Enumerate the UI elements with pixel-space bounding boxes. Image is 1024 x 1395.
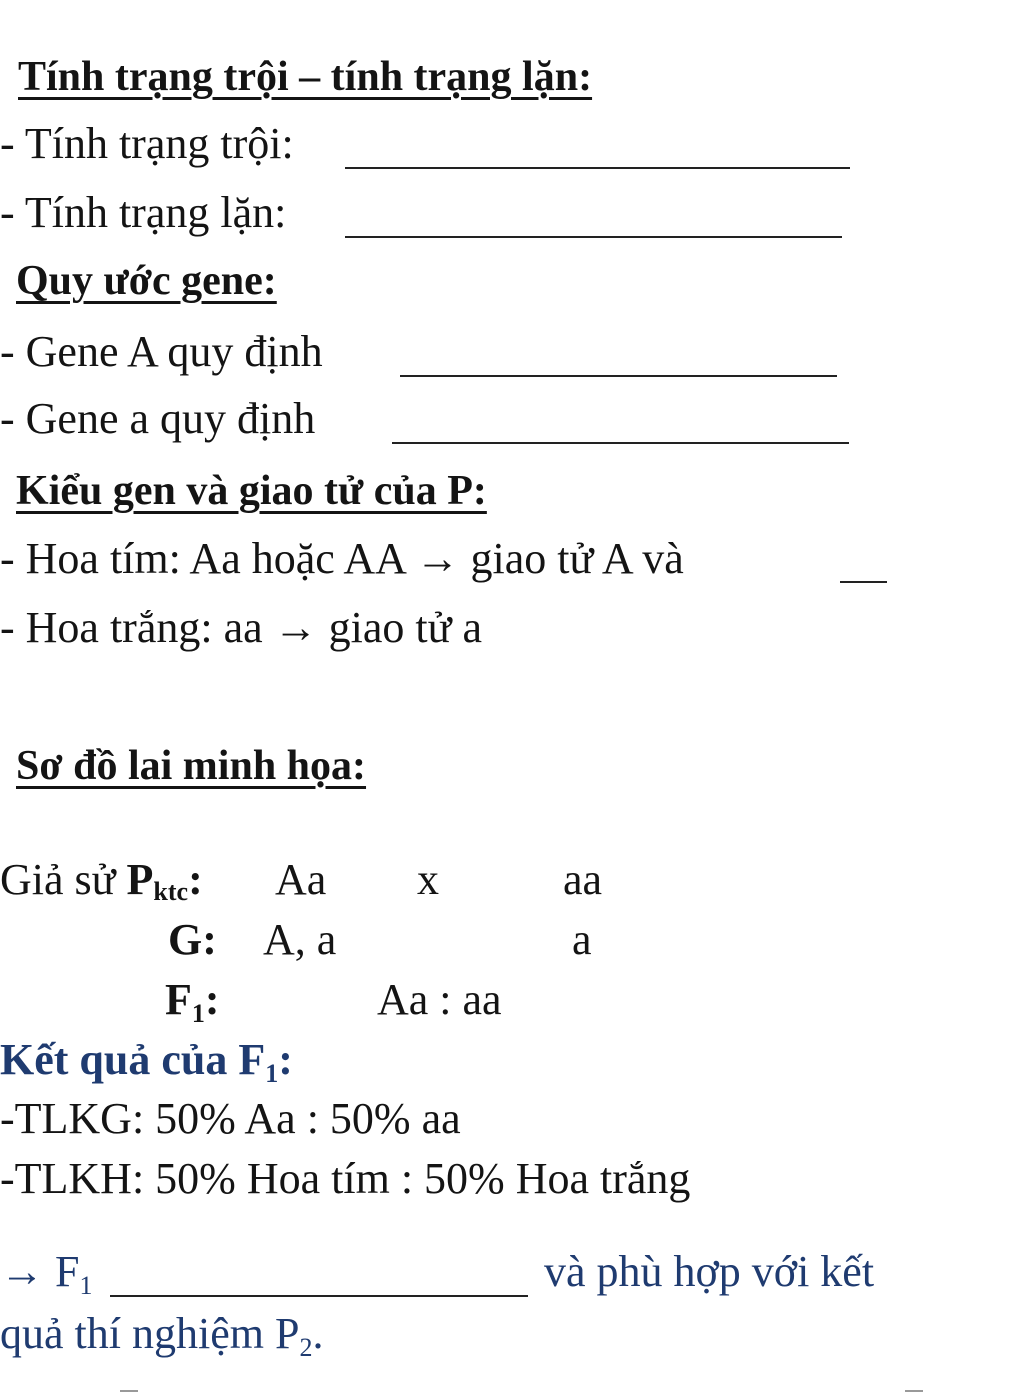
dominant-trait-blank[interactable]: [345, 167, 850, 169]
conclusion-tail: và phù hợp với kết: [544, 1247, 875, 1296]
g-parent-1: A, a: [263, 915, 337, 964]
gene-A-blank[interactable]: [400, 375, 837, 377]
f1-value: Aa : aa: [377, 975, 502, 1024]
dominance-heading: Tính trạng trội – tính trạng lặn:: [18, 54, 593, 100]
gene-convention-heading: Quy ước gene:: [16, 258, 277, 304]
f1-symbol: F: [165, 975, 192, 1024]
scan-artifact-left: [120, 1390, 138, 1392]
gene-a-label: - Gene a quy định: [0, 394, 316, 443]
p-colon: :: [188, 855, 203, 904]
p-cross-symbol: x: [417, 855, 439, 904]
f1-result-heading-sub: 1: [265, 1059, 279, 1088]
tlkg-line: -TLKG: 50% Aa : 50% aa: [0, 1094, 461, 1143]
genotype-gametes-heading: Kiểu gen và giao tử của P:: [16, 468, 487, 514]
p-parent-2: aa: [563, 855, 603, 904]
p-prefix: Giả sử: [0, 855, 127, 904]
purple-gamete-blank[interactable]: [840, 581, 887, 583]
p-subscript: ktc: [153, 877, 189, 906]
g-label: G:: [168, 915, 217, 964]
f1-result-heading-colon: :: [278, 1035, 293, 1084]
g-parent-2: a: [572, 915, 592, 964]
p-parent-1: Aa: [275, 855, 327, 904]
conclusion-line-2-sub: 2: [299, 1333, 313, 1362]
conclusion-arrow: → F: [0, 1247, 80, 1296]
gene-A-label: - Gene A quy định: [0, 327, 323, 376]
conclusion-blank[interactable]: [110, 1295, 528, 1297]
f1-colon: :: [204, 975, 220, 1024]
cross-diagram-heading: Sơ đồ lai minh họa:: [16, 743, 367, 789]
f1-result-heading: [0, 1035, 293, 1088]
conclusion-line-2-text: quả thí nghiệm P: [0, 1309, 300, 1358]
p-symbol: P: [126, 855, 154, 904]
white-flower-line: - Hoa trắng: aa → giao tử a: [0, 603, 483, 652]
recessive-trait-label: - Tính trạng lặn:: [0, 188, 287, 237]
purple-flower-line: - Hoa tím: Aa hoặc AA → giao tử A và: [0, 534, 684, 583]
f1-label: [165, 975, 220, 1028]
f1-subscript: 1: [191, 999, 205, 1028]
f1-result-heading-text: Kết quả của F: [0, 1035, 266, 1084]
gene-a-blank[interactable]: [392, 442, 849, 444]
recessive-trait-blank[interactable]: [345, 236, 842, 238]
conclusion-line-2: [0, 1309, 324, 1362]
dominant-trait-label: - Tính trạng trội:: [0, 119, 294, 168]
conclusion-start: [0, 1247, 93, 1300]
tlkh-line: -TLKH: 50% Hoa tím : 50% Hoa trắng: [0, 1154, 691, 1203]
scan-artifact-right: [905, 1390, 923, 1392]
p-generation-label: [0, 855, 203, 906]
conclusion-line-2-end: .: [312, 1309, 324, 1358]
conclusion-sub: 1: [79, 1271, 93, 1300]
